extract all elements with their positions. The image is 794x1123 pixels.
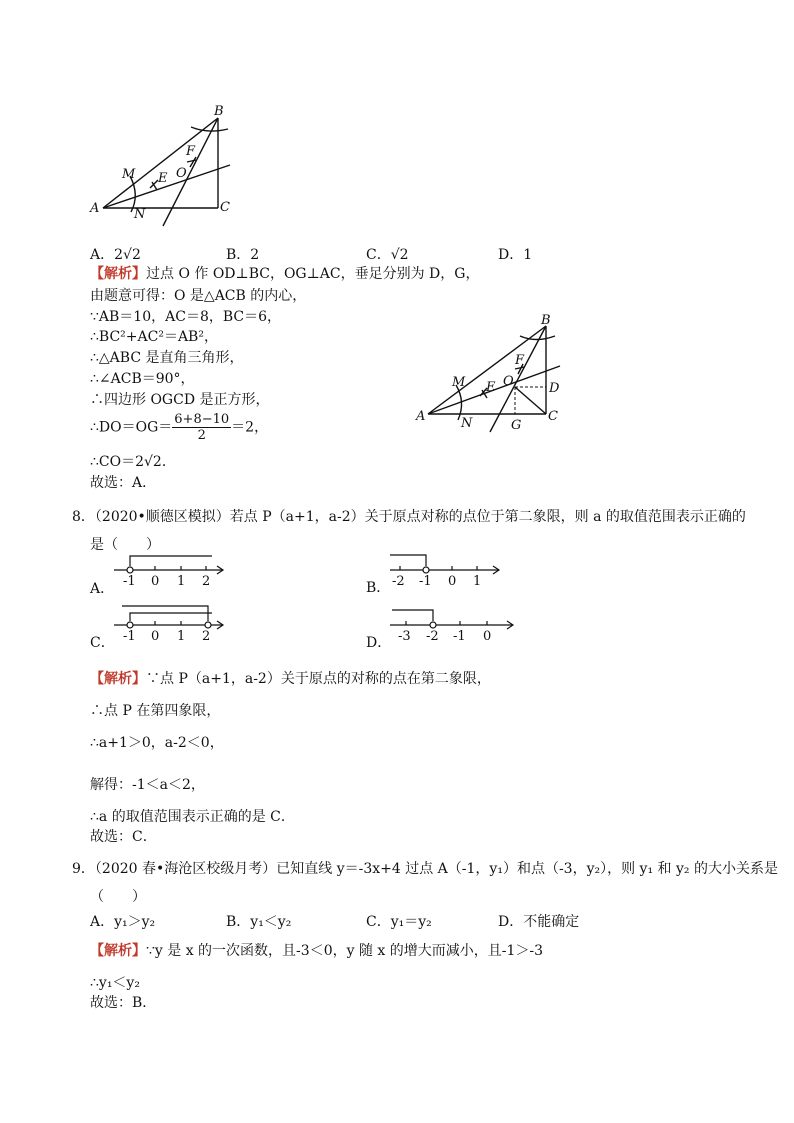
- q7-analysis-line-9: ∴CO＝2√2．: [90, 454, 176, 470]
- numberline-d-tick-3: -1: [453, 629, 466, 644]
- q8-option-d-label: D．: [366, 635, 392, 651]
- fig1-label-c: C: [220, 200, 230, 215]
- analysis-tag: 【解析】: [90, 671, 146, 687]
- numberline-b-tick-1: -2: [392, 574, 405, 589]
- q8-analysis-line-5: ∴a 的取值范围表示正确的是 C．: [90, 809, 295, 825]
- q7-analysis-line-10: 故选：A．: [90, 475, 157, 491]
- numberline-c-tick-1: -1: [123, 629, 136, 644]
- q7-analysis-line-7: ∴四边形 OGCD 是正方形，: [90, 392, 270, 408]
- q9-analysis-line-3: 故选：B．: [90, 995, 157, 1011]
- fig1-label-b: B: [214, 104, 224, 119]
- fig2-label-a: A: [416, 409, 426, 424]
- q7-option-c: C．√2: [366, 247, 409, 263]
- q8-analysis-line-4: 解得：-1＜a＜2，: [90, 777, 205, 793]
- fig2-label-o: O: [503, 374, 514, 389]
- fig1-label-o: O: [176, 166, 187, 181]
- q7-analysis-line-6: ∴∠ACB＝90°，: [90, 371, 195, 387]
- numberline-b-tick-2: -1: [419, 574, 432, 589]
- analysis-tag: 【解析】: [90, 266, 146, 282]
- q8-analysis-line-3: ∴a+1＞0，a-2＜0，: [90, 735, 224, 751]
- q9-analysis-line-1: 【解析】∵y 是 x 的一次函数，且-3＜0，y 随 x 的增大而减小，且-1＞-3: [90, 943, 544, 959]
- numberline-c-tick-4: 2: [202, 629, 211, 644]
- fig2-label-c: C: [548, 409, 558, 424]
- q7-option-a: A．2√2: [90, 247, 141, 263]
- q7-analysis-line-2: 由题意可得：O 是△ACB 的内心，: [90, 288, 307, 304]
- fig2-label-g: G: [511, 418, 522, 433]
- q7-analysis-line-4: ∴BC²+AC²＝AB²，: [90, 329, 218, 345]
- fig2-label-m: M: [452, 375, 466, 390]
- q8-stem-line-2: 是（ ）: [90, 537, 160, 553]
- q7-analysis-line-5: ∴△ABC 是直角三角形，: [90, 350, 244, 366]
- numberline-c-tick-2: 0: [151, 629, 160, 644]
- numberline-b-tick-4: 1: [473, 574, 482, 589]
- q9-option-c: C．y₁＝y₂: [366, 914, 432, 930]
- q7-analysis-line-3: ∵AB＝10，AC＝8，BC＝6，: [90, 309, 282, 325]
- q8-analysis-line-2: ∴点 P 在第四象限，: [90, 703, 221, 719]
- fig1-label-a: A: [90, 201, 100, 216]
- q8-analysis-line-6: 故选：C．: [90, 829, 157, 845]
- q8-stem-line-1: 8．（2020•顺德区模拟）若点 P（a+1，a-2）关于原点对称的点位于第二象限，则 a 的取值范围表示正确的: [72, 509, 746, 525]
- q9-stem-line-2: （ ）: [90, 889, 146, 905]
- fraction: $\frac{6+8-10}{2}$: [174, 412, 230, 443]
- numberline-c-tick-3: 1: [177, 629, 186, 644]
- q8-option-c-label: C．: [90, 635, 115, 651]
- fig2-label-b: B: [541, 313, 551, 328]
- q7-analysis-line-8: ∴DO＝OG＝ $\frac{6+8-10}{2}$ ＝2，: [90, 412, 269, 443]
- numberline-a-tick-4: 2: [202, 574, 211, 589]
- fig2-label-n: N: [461, 416, 473, 431]
- fig2-label-f: F: [515, 353, 525, 368]
- fig2-label-e: E: [486, 380, 496, 395]
- fig1-label-e: E: [158, 171, 168, 186]
- q9-option-b: B．y₁＜y₂: [226, 914, 292, 930]
- fig2-label-d: D: [549, 381, 560, 396]
- numberline-a-tick-2: 0: [151, 574, 160, 589]
- q8-option-b-label: B．: [366, 580, 391, 596]
- q9-option-d: D．不能确定: [498, 914, 580, 930]
- numberline-a-tick-1: -1: [123, 574, 136, 589]
- fig1-label-n: N: [134, 207, 146, 222]
- fig1-label-m: M: [122, 167, 136, 182]
- q7-option-b: B．2: [226, 247, 260, 263]
- numberline-d-tick-4: 0: [483, 629, 492, 644]
- numberline-b-tick-3: 0: [448, 574, 457, 589]
- numberline-d-tick-1: -3: [398, 629, 411, 644]
- q7-analysis-line-1: 【解析】过点 O 作 OD⊥BC，OG⊥AC，垂足分别为 D，G，: [90, 266, 480, 282]
- q7-option-d: D．1: [498, 247, 533, 263]
- q8-analysis-line-1: 【解析】∵点 P（a+1，a-2）关于原点的对称的点在第二象限，: [90, 671, 491, 687]
- analysis-tag: 【解析】: [90, 943, 146, 959]
- numberline-d-tick-2: -2: [426, 629, 439, 644]
- q9-option-a: A．y₁＞y₂: [90, 914, 156, 930]
- fig1-label-f: F: [186, 144, 196, 159]
- q9-stem-line-1: 9．（2020 春•海沧区校级月考）已知直线 y＝-3x+4 过点 A（-1，y₁）和点（-3，y₂），则 y₁ 和 y₂ 的大小关系是: [72, 861, 778, 877]
- numberline-a-tick-3: 1: [177, 574, 186, 589]
- q9-analysis-line-2: ∴y₁＜y₂: [90, 975, 140, 991]
- q8-option-a-label: A．: [90, 581, 115, 597]
